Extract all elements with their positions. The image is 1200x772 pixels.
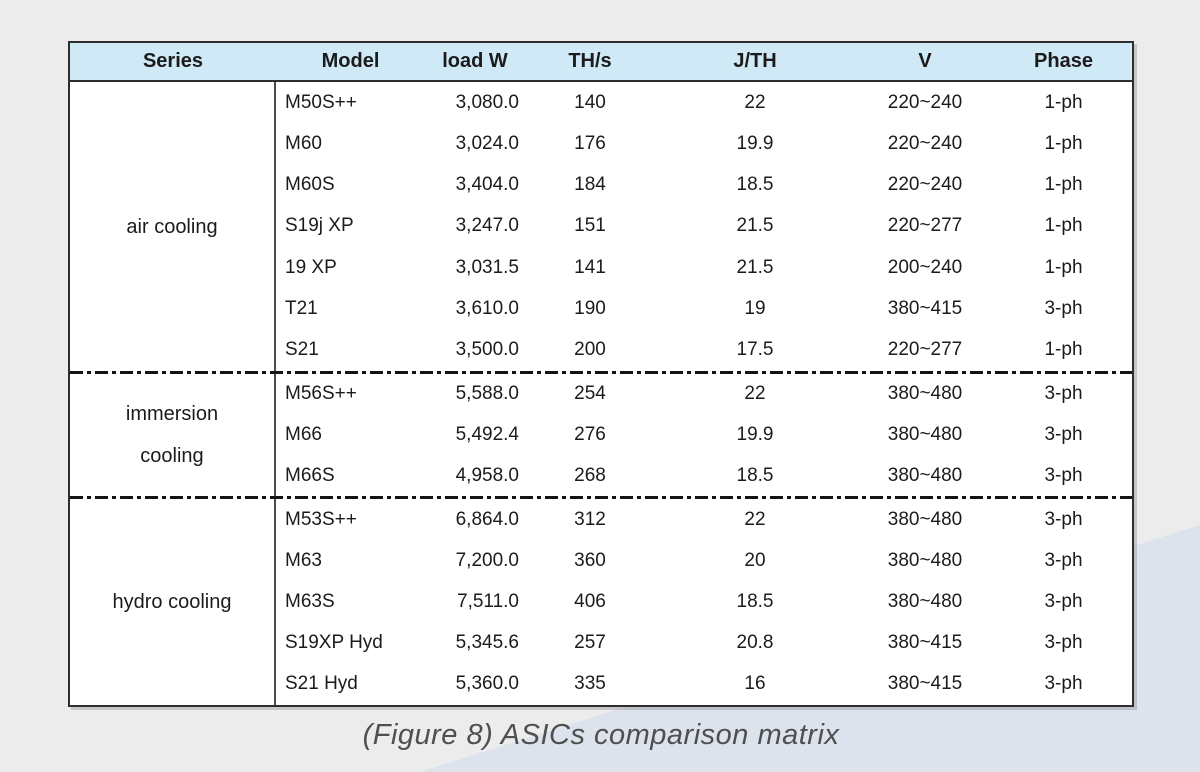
- column-header-series: Series: [142, 50, 204, 72]
- cell-th-s: 312: [574, 508, 606, 530]
- cell-load-w: 3,247.0: [455, 215, 519, 237]
- cell-j-th: 19.9: [736, 424, 774, 445]
- cell-th-s: 268: [574, 464, 606, 486]
- cell-j-th: 20.8: [736, 632, 774, 654]
- cell-j-th: 16: [744, 673, 766, 695]
- cell-model: M60: [285, 132, 322, 154]
- cell-phase: 3-ph: [1044, 591, 1083, 612]
- cell-model: 19 XP: [285, 256, 337, 278]
- cell-phase: 1-ph: [1044, 132, 1083, 154]
- column-header-model: Model: [321, 50, 380, 72]
- column-header-th-s: TH/s: [568, 50, 612, 72]
- cell-load-w: 7,200.0: [455, 549, 519, 571]
- cell-load-w: 3,404.0: [455, 174, 519, 196]
- cell-j-th: 19.9: [736, 132, 774, 154]
- cell-th-s: 200: [574, 339, 606, 361]
- cell-load-w: 5,360.0: [455, 673, 519, 695]
- cell-load-w: 4,958.0: [455, 464, 519, 486]
- cell-th-s: 190: [574, 298, 606, 320]
- table-row: [276, 374, 1132, 415]
- cell-load-w: 3,500.0: [455, 339, 519, 361]
- series-label-hydro-cooling: [70, 499, 276, 705]
- cell-load-w: 7,511.0: [457, 591, 519, 612]
- section-hydro-cooling: [70, 499, 1132, 705]
- cell-model: S19j XP: [285, 215, 354, 237]
- cell-v: 220~277: [887, 215, 963, 237]
- table-row: [276, 82, 1132, 123]
- cell-phase: 1-ph: [1044, 256, 1083, 278]
- cell-v: 380~480: [887, 424, 963, 445]
- cell-j-th: 22: [744, 508, 766, 530]
- cell-phase: 3-ph: [1044, 424, 1083, 445]
- table-row: [276, 664, 1132, 705]
- cell-phase: 3-ph: [1044, 383, 1083, 405]
- cell-model: S21 Hyd: [285, 673, 358, 695]
- cell-model: S21: [285, 339, 319, 361]
- cell-th-s: 335: [574, 673, 606, 695]
- table-row: [276, 623, 1132, 664]
- column-header-j-th: J/TH: [733, 50, 777, 72]
- cell-j-th: 17.5: [736, 339, 774, 361]
- column-header-v: V: [918, 50, 932, 72]
- cell-j-th: 21.5: [736, 256, 774, 278]
- cell-v: 380~480: [887, 464, 963, 486]
- cell-load-w: 3,610.0: [455, 298, 519, 320]
- cell-v: 380~480: [887, 549, 963, 571]
- cell-model: M53S++: [285, 508, 357, 530]
- cell-j-th: 19: [744, 298, 766, 320]
- cell-phase: 3-ph: [1044, 549, 1083, 571]
- section-rows: [276, 374, 1132, 496]
- cell-model: T21: [285, 298, 318, 320]
- table-row: [276, 206, 1132, 247]
- column-header-phase: Phase: [1034, 50, 1093, 72]
- table-row: [276, 165, 1132, 206]
- table-row: [276, 288, 1132, 329]
- cell-j-th: 18.5: [736, 464, 774, 486]
- cell-th-s: 151: [574, 215, 606, 237]
- table-row: [276, 123, 1132, 164]
- cell-model: M63S: [285, 591, 335, 612]
- cell-j-th: 21.5: [736, 215, 774, 237]
- cell-phase: 1-ph: [1044, 174, 1083, 196]
- figure-caption: (Figure 8) ASICs comparison matrix: [362, 719, 840, 751]
- cell-model: M63: [285, 549, 322, 571]
- cell-th-s: 276: [574, 424, 606, 445]
- column-header-load-w: load W: [442, 50, 508, 72]
- series-label-air-cooling: [70, 82, 276, 371]
- cell-v: 380~415: [887, 298, 963, 320]
- cell-phase: 3-ph: [1044, 632, 1083, 654]
- cell-th-s: 176: [574, 132, 606, 154]
- cell-v: 200~240: [887, 256, 963, 278]
- table-row: [276, 415, 1132, 456]
- cell-j-th: 18.5: [736, 591, 774, 612]
- cell-load-w: 5,492.4: [455, 424, 519, 445]
- table-row: [276, 499, 1132, 540]
- cell-phase: 3-ph: [1044, 508, 1083, 530]
- cell-th-s: 184: [574, 174, 606, 196]
- cell-phase: 3-ph: [1044, 673, 1083, 695]
- cell-load-w: 6,864.0: [455, 508, 519, 530]
- cell-th-s: 141: [574, 256, 606, 278]
- cell-v: 380~415: [887, 673, 963, 695]
- cell-v: 220~240: [887, 91, 963, 113]
- cell-phase: 1-ph: [1044, 91, 1083, 113]
- cell-th-s: 140: [574, 91, 606, 113]
- cell-phase: 3-ph: [1044, 464, 1083, 486]
- cell-phase: 3-ph: [1044, 298, 1083, 320]
- cell-load-w: 3,080.0: [455, 91, 519, 113]
- cell-model: M66S: [285, 464, 335, 486]
- series-label-line: cooling: [140, 445, 204, 467]
- cell-v: 220~240: [887, 174, 963, 196]
- section-rows: [276, 499, 1132, 705]
- cell-v: 220~277: [887, 339, 963, 361]
- table-row: [276, 540, 1132, 581]
- cell-model: M50S++: [285, 91, 357, 113]
- table-row: [276, 455, 1132, 496]
- cell-v: 380~415: [887, 632, 963, 654]
- series-label-line: hydro cooling: [112, 591, 232, 613]
- cell-j-th: 22: [744, 91, 766, 113]
- cell-model: M56S++: [285, 383, 357, 405]
- cell-phase: 1-ph: [1044, 339, 1083, 361]
- table-row: [276, 247, 1132, 288]
- section-air-cooling: [70, 82, 1132, 371]
- cell-th-s: 257: [574, 632, 606, 654]
- cell-th-s: 406: [574, 591, 606, 612]
- cell-th-s: 360: [574, 549, 606, 571]
- cell-model: M66: [285, 424, 322, 445]
- asics-comparison-table: [68, 41, 1134, 707]
- cell-model: S19XP Hyd: [285, 632, 383, 654]
- cell-th-s: 254: [574, 383, 606, 405]
- cell-load-w: 5,588.0: [455, 383, 519, 405]
- series-label-line: air cooling: [126, 215, 218, 238]
- cell-load-w: 3,024.0: [455, 132, 519, 154]
- table-header-row: [70, 43, 1132, 82]
- section-rows: [276, 82, 1132, 371]
- series-label-immersion-cooling: [70, 374, 276, 496]
- cell-load-w: 5,345.6: [455, 632, 519, 654]
- cell-j-th: 18.5: [736, 174, 774, 196]
- cell-model: M60S: [285, 174, 335, 196]
- section-immersion-cooling: [70, 374, 1132, 496]
- cell-j-th: 22: [744, 383, 766, 405]
- cell-load-w: 3,031.5: [455, 256, 519, 278]
- series-label-line: immersion: [125, 403, 219, 425]
- cell-v: 380~480: [887, 508, 963, 530]
- table-row: [276, 581, 1132, 622]
- table-row: [276, 330, 1132, 371]
- cell-j-th: 20: [744, 549, 766, 571]
- cell-v: 380~480: [887, 591, 963, 612]
- cell-v: 220~240: [887, 132, 963, 154]
- cell-phase: 1-ph: [1044, 215, 1083, 237]
- cell-v: 380~480: [887, 383, 963, 405]
